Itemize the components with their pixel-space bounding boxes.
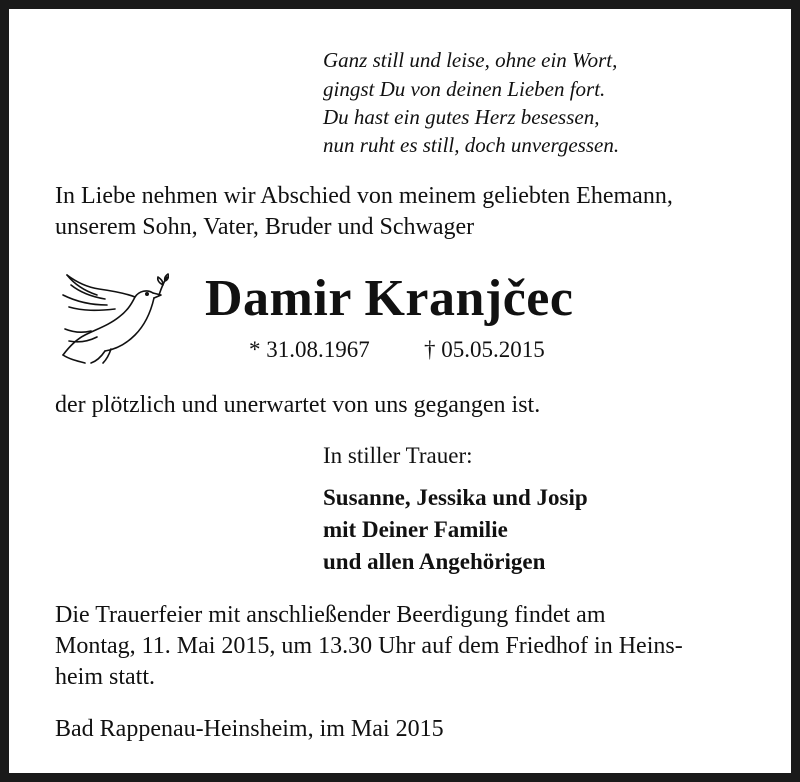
poem-line-3: Du hast ein gutes Herz besessen, xyxy=(323,105,600,129)
funeral-line-3: heim statt. xyxy=(55,664,155,690)
mourners-line-1: Susanne, Jessika und Josip xyxy=(323,485,588,510)
poem-line-1: Ganz still und leise, ohne ein Wort, xyxy=(323,48,618,72)
funeral-line-2: Montag, 11. Mai 2015, um 13.30 Uhr auf dem Friedhof in Heins- xyxy=(55,633,683,659)
mourners-line-2: mit Deiner Familie xyxy=(323,517,508,542)
birth-date: * 31.08.1967 xyxy=(249,337,370,362)
mourners-heading: In stiller Trauer: xyxy=(323,443,473,468)
mourners-line-3: und allen Angehörigen xyxy=(323,549,546,574)
intro-line-1: In Liebe nehmen wir Abschied von meinem geliebten Ehemann, xyxy=(55,183,673,209)
poem-line-2: gingst Du von deinen Lieben fort. xyxy=(323,77,606,101)
deceased-name: Damir Kranjčec xyxy=(205,270,574,327)
death-date: † 05.05.2015 xyxy=(424,337,545,362)
death-note: der plötzlich und unerwartet von uns gegangen ist. xyxy=(55,392,541,418)
funeral-line-1: Die Trauerfeier mit anschließender Beerdigung findet am xyxy=(55,602,606,628)
poem-line-4: nun ruht es still, doch unvergessen. xyxy=(323,133,620,157)
dove-icon xyxy=(55,271,169,365)
place-date: Bad Rappenau-Heinsheim, im Mai 2015 xyxy=(55,716,444,742)
intro-line-2: unserem Sohn, Vater, Bruder und Schwager xyxy=(55,214,475,240)
